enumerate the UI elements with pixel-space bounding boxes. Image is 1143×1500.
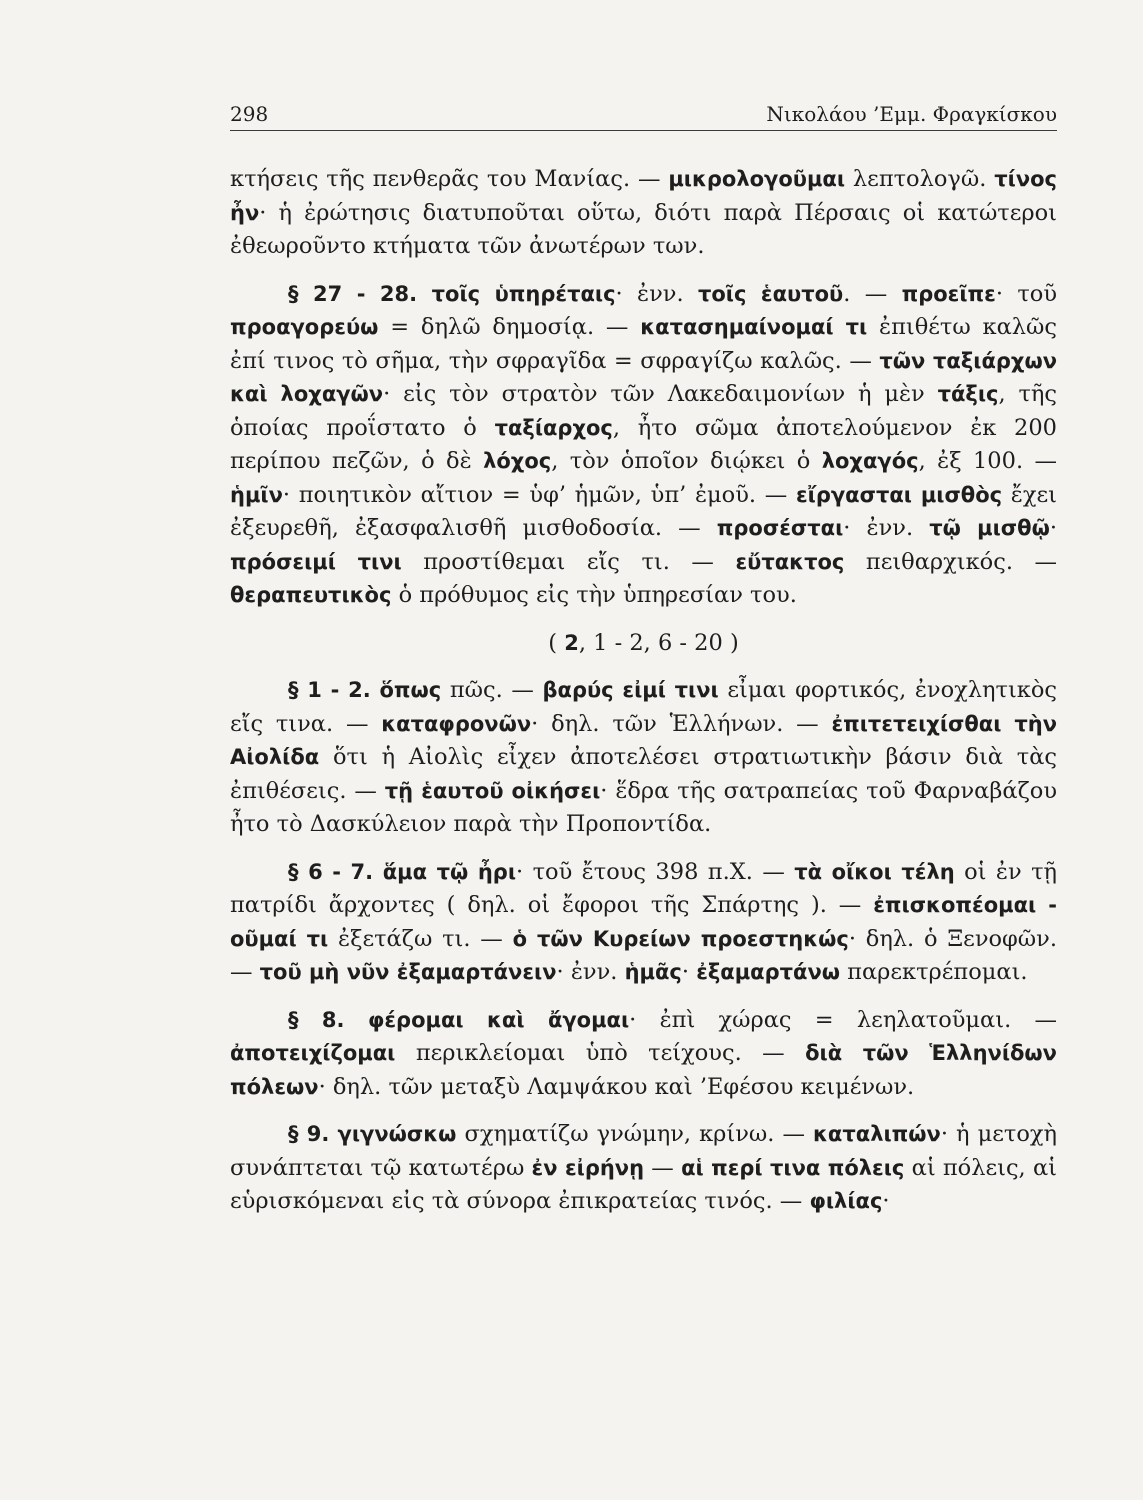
gloss-text: . — xyxy=(843,280,902,307)
gloss-text: · ἐνν. xyxy=(615,280,698,307)
running-title: Νικολάου ’Εμμ. Φραγκίσκου xyxy=(766,102,1057,126)
lemma-term: πρόσειμί τινι xyxy=(230,549,402,574)
gloss-text: ἐπιθέτω καλῶς ἐπί τινος τὸ σῆμα, τὴν σφραγῖδα = σφραγίζω καλῶς. — xyxy=(230,314,1057,374)
page-number: 298 xyxy=(230,102,269,126)
gloss-text: · ἐνν. xyxy=(843,515,930,541)
lemma-term: § 6 - 7. xyxy=(288,859,383,884)
lemma-term: τῶν ταξιάρχων καὶ λοχαγῶν xyxy=(230,348,1058,406)
gloss-text: ἔχει ἐξευρεθῆ, ἐξασφαλισθῆ μισθοδοσία. — xyxy=(230,481,1057,541)
lemma-term: § 1 - 2. xyxy=(288,678,380,702)
gloss-text: , τὸν ὁποῖον διῴκει ὁ xyxy=(551,448,822,474)
lemma-term: 2 xyxy=(564,630,579,655)
gloss-text: = δηλῶ δημοσίᾳ. — xyxy=(378,314,641,340)
gloss-text: · xyxy=(1049,515,1057,541)
lemma-term: θεραπευτικὸς xyxy=(230,583,392,607)
lemma-term: καταφρονῶν xyxy=(381,711,532,736)
lemma-term: φιλίας xyxy=(809,1189,883,1213)
lemma-term: κατασημαίνομαί τι xyxy=(640,315,868,339)
lemma-term: διὰ τῶν Ἑλληνίδων πόλεων xyxy=(230,1041,1057,1099)
gloss-text: , 1 - 2, 6 - 20 ) xyxy=(578,629,739,656)
commentary-paragraph xyxy=(230,278,1057,613)
section-heading xyxy=(230,627,1057,661)
lemma-term: τοῦ μὴ νῦν ἐξαμαρτάνειν xyxy=(259,960,557,984)
lemma-term: προεῖπε xyxy=(901,281,996,306)
gloss-text: ὅτι ἡ Αἰολὶς εἶχεν ἀποτελέσει στρατιωτικὴν βάσιν διὰ τὰς ἐπιθέσεις. — xyxy=(230,744,1057,804)
gloss-text: · ἐπὶ χώρας = λεηλατοῦμαι. — xyxy=(629,1006,1057,1033)
lemma-term: ὁ τῶν Κυρείων προεστηκώς xyxy=(512,926,849,951)
lemma-term: αἱ περί τινα πόλεις xyxy=(681,1155,905,1180)
lemma-term: λοχαγός xyxy=(821,449,919,473)
gloss-text: · xyxy=(882,1188,890,1214)
gloss-text: , ἐξ 100. — xyxy=(918,448,1057,474)
lemma-term: ἐξαμαρτάνω xyxy=(696,960,841,984)
lemma-term: τῷ μισθῷ xyxy=(929,516,1050,540)
lemma-term: τοῖς ἑαυτοῦ xyxy=(697,281,844,306)
lemma-term: ἐπισκοπέομαι - οῦμαί τι xyxy=(230,893,1057,951)
commentary-body xyxy=(230,163,1057,1219)
gloss-text: · δηλ. τῶν Ἑλλήνων. — xyxy=(531,710,832,737)
page-header xyxy=(230,100,1057,131)
lemma-term: ἡμᾶς xyxy=(624,960,682,984)
gloss-text: · δηλ. ὁ Ξενοφῶν. — xyxy=(230,925,1057,985)
gloss-text: · xyxy=(681,959,697,985)
lemma-term: τάξις xyxy=(937,382,999,406)
gloss-text: ἐξετάζω τι. — xyxy=(328,925,513,952)
commentary-paragraph xyxy=(230,1118,1057,1219)
lemma-term: εὔτακτος xyxy=(735,549,845,574)
gloss-text: εἶμαι φορτικός, ἐνοχλητικὸς εἴς τινα. — xyxy=(230,677,1057,737)
lemma-term: προαγορεύω xyxy=(230,315,379,339)
lemma-term: ἀποτειχίζομαι xyxy=(230,1041,396,1065)
lemma-term: § 27 - 28. xyxy=(288,281,432,306)
gloss-text: · ἐνν. xyxy=(556,959,625,985)
gloss-text: · ἡ μετοχὴ συνάπτεται τῷ κατωτέρω xyxy=(230,1121,1057,1181)
gloss-text: · τοῦ xyxy=(995,280,1057,307)
gloss-text: — xyxy=(644,1154,682,1181)
lemma-term: μικρολογοῦμαι xyxy=(668,167,846,191)
gloss-text: πειθαρχικός. — xyxy=(844,548,1058,575)
gloss-text: κτήσεις τῆς πενθερᾶς του Μανίας. — xyxy=(230,166,669,192)
commentary-paragraph xyxy=(230,674,1057,842)
gloss-text: ὁ πρόθυμος εἰς τὴν ὑπηρεσίαν του. xyxy=(391,582,797,608)
lemma-term: εἴργασται μισθὸς xyxy=(795,482,1003,507)
commentary-paragraph xyxy=(230,163,1057,264)
gloss-text: οἱ ἐν τῇ πατρίδι ἄρχοντες ( δηλ. οἱ ἔφοροι τῆς Σπάρτης ). — xyxy=(230,858,1058,918)
lemma-term: τῇ ἑαυτοῦ οἰκήσει xyxy=(384,778,601,803)
lemma-term: φέρομαι καὶ ἄγομαι xyxy=(367,1007,630,1032)
commentary-paragraph xyxy=(230,1004,1057,1105)
gloss-text: · εἰς τὸν στρατὸν τῶν Λακεδαιμονίων ἡ μὲν xyxy=(383,381,938,407)
lemma-term: γιγνώσκω xyxy=(337,1122,457,1146)
lemma-term: προσέσται xyxy=(716,516,844,540)
gloss-text: · ποιητικὸν αἴτιον = ὑφ’ ἡμῶν, ὑπ’ ἐμοῦ. — xyxy=(282,481,796,508)
lemma-term: ὅπως xyxy=(379,678,442,702)
lemma-term: ἡμῖν xyxy=(230,482,283,507)
lemma-term: ἐπιτετειχίσθαι τὴν Αἰολίδα xyxy=(230,711,1058,769)
gloss-text: ( xyxy=(548,629,565,656)
lemma-term: ἐν εἰρήνῃ xyxy=(531,1155,645,1180)
lemma-term: τὰ οἴκοι τέλη xyxy=(794,859,955,884)
gloss-text: · δηλ. τῶν μεταξὺ Λαμψάκου καὶ ’Εφέσου κειμένων. xyxy=(318,1073,915,1100)
gloss-text: , ἦτο σῶμα ἀποτελούμενον ἐκ 200 περίπου πεζῶν, ὁ δὲ xyxy=(230,414,1057,474)
gloss-text: σχηματίζω γνώμην, κρίνω. — xyxy=(456,1121,814,1147)
gloss-text: προστίθεμαι εἴς τι. — xyxy=(401,548,736,575)
gloss-text: αἱ πόλεις, αἱ εὑρισκόμεναι εἰς τὰ σύνορα ἐπικρατείας τινός. — xyxy=(230,1154,1057,1214)
lemma-term: τίνος ἦν xyxy=(230,167,1057,225)
lemma-term: § 9. xyxy=(288,1122,338,1146)
lemma-term: § 8. xyxy=(288,1007,368,1032)
lemma-term: τοῖς ὑπηρέταις xyxy=(431,281,616,306)
lemma-term: ταξίαρχος xyxy=(494,415,613,440)
gloss-text: , τῆς ὁποίας προΐστατο ὁ xyxy=(230,381,1057,441)
gloss-text: πῶς. — xyxy=(441,677,543,703)
lemma-term: λόχος xyxy=(483,449,552,473)
lemma-term: καταλιπών xyxy=(813,1122,941,1146)
gloss-text: περικλείομαι ὑπὸ τείχους. — xyxy=(395,1040,806,1066)
gloss-text: λεπτολογῶ. xyxy=(845,166,995,192)
lemma-term: βαρύς εἰμί τινι xyxy=(542,678,719,702)
gloss-text: · ἕδρα τῆς σατραπείας τοῦ Φαρναβάζου ἦτο τὸ Δασκύλειον παρὰ τὴν Προποντίδα. xyxy=(230,777,1057,837)
gloss-text: · τοῦ ἔτους 398 π.Χ. — xyxy=(516,858,795,885)
gloss-text: · ἡ ἐρώτησις διατυποῦται οὕτω, διότι παρὰ Πέρσαις οἱ κατώτεροι ἐθεωροῦντο κτήματα τῶν ἀνωτέρων των. xyxy=(230,199,1057,259)
lemma-term: ἅμα τῷ ἦρι xyxy=(382,859,517,884)
commentary-paragraph xyxy=(230,856,1057,990)
gloss-text: παρεκτρέπομαι. xyxy=(840,959,1028,985)
